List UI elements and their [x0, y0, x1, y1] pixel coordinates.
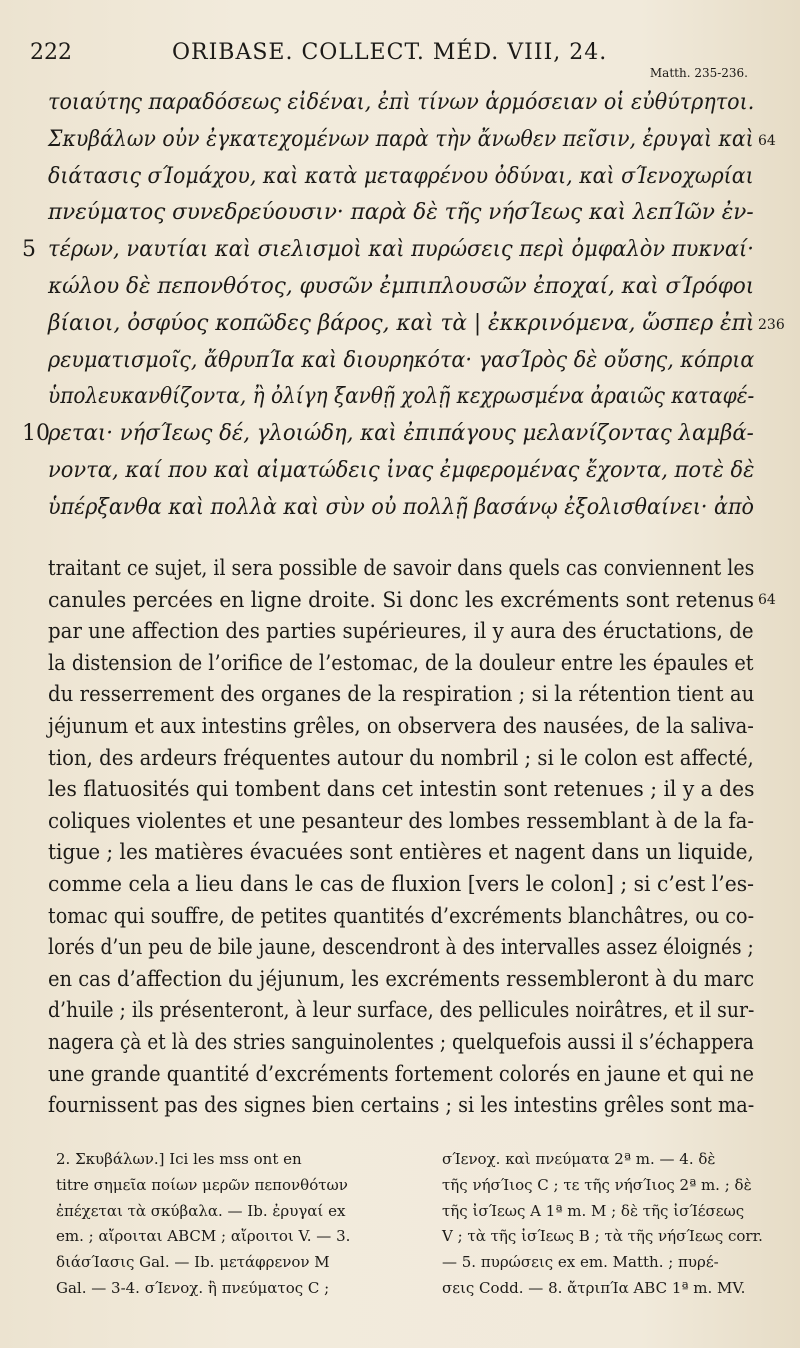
footnote-right-text: σΊενοχ. καὶ πνεύματα 2ª m. — 4. δὲ [442, 1150, 716, 1168]
french-line-text: tomac qui souffre, de petites quantités d’excréments blanchâtres, ou co- [48, 903, 755, 928]
margin-reference: 64 [758, 591, 776, 608]
french-line [0, 556, 800, 586]
footnote-line [0, 1176, 800, 1200]
greek-line-text: ρεται· νήσΊεως δέ, γλοιώδη, καὶ ἐπιπάγους μελανίζοντας λαμβά- [48, 421, 754, 447]
greek-line-text: ὑπολευκανθίζοντα, ἢ ὀλίγη ξανθῇ χολῇ κεχρωσμένα ἀραιῶς καταφέ- [48, 384, 755, 410]
french-line-text: traitant ce sujet, il sera possible de savoir dans quels cas conviennent les [48, 556, 755, 580]
footnote-line [0, 1253, 800, 1277]
greek-line-text: νοντα, καί που καὶ αἱματώδεις ἶνας ἐμφερομένας ἔχοντα, ποτὲ δὲ [48, 458, 755, 483]
greek-line-text: τοιαύτης παραδόσεως εἰδέναι, ἐπὶ τίνων ἁρμόσειαν οἱ εὐθύτρητοι. [48, 90, 755, 115]
footnote-line [0, 1150, 800, 1174]
footnote-left-text: 2. Σκυβάλων.] Ici les mss ont en [56, 1150, 302, 1168]
margin-reference: 236 [758, 316, 785, 333]
french-line-text: fournissent pas des signes bien certains ; si les intestins grêles sont ma- [48, 1093, 755, 1118]
footnote-right-text: V ; τὰ τῆς ἰσΊεως B ; τὰ τῆς νήσΊεως corr. [442, 1227, 763, 1246]
french-line-text: canules percées en ligne droite. Si donc les excréments sont retenus [48, 587, 755, 612]
footnote-line [0, 1279, 800, 1303]
matthaei-page-reference: Matth. 235-236. [649, 66, 748, 80]
margin-reference: 64 [758, 132, 776, 149]
french-line [0, 967, 800, 997]
greek-line-text: κώλου δὲ πεπονθότος, φυσῶν ἐμπιπλουσῶν ἐποχαί, καὶ σΊρόφοι [48, 274, 755, 299]
greek-line-text: ὑπέρξανθα καὶ πολλὰ καὶ σὺν οὐ πολλῇ βασάνῳ ἐξολισθαίνει· ἀπὸ [48, 494, 755, 520]
footnote-left-text: ἐπέχεται τὰ σκύβαλα. — Ib. ἐρυγαί ex [56, 1201, 346, 1220]
french-line-text: jéjunum et aux intestins grêles, on observera des nausées, de la saliva- [48, 714, 754, 738]
french-line-text: les flatuosités qui tombent dans cet intestin sont retenues ; il y a des [48, 777, 755, 802]
footnote-right-text: — 5. πυρώσεις ex em. Matth. ; πυρέ- [442, 1253, 719, 1272]
french-line-text: d’huile ; ils présenteront, à leur surface, des pellicules noirâtres, et il sur- [48, 998, 755, 1023]
french-line-text: la distension de l’orifice de l’estomac, de la douleur entre les épaules et [48, 650, 754, 675]
french-line [0, 809, 800, 839]
french-line [0, 682, 800, 712]
french-line-text: du resserrement des organes de la respiration ; si la rétention tient au [48, 682, 755, 707]
french-line-text: comme cela a lieu dans le cas de fluxion [vers le colon] ; si c’est l’es- [48, 872, 754, 896]
footnote-right-text: τῆς ἰσΊεως A 1ª m. M ; δὲ τῆς ἰσΊέσεως [442, 1201, 745, 1220]
greek-line [0, 458, 800, 490]
greek-line-text: Σκυβάλων οὖν ἐγκατεχομένων παρὰ τὴν ἄνωθεν πεῖσιν, ἐρυγαὶ καὶ [48, 126, 754, 152]
french-line [0, 714, 800, 744]
french-line [0, 998, 800, 1028]
french-line [0, 777, 800, 807]
french-line [0, 935, 800, 965]
french-line [0, 651, 800, 681]
greek-line [0, 495, 800, 527]
line-number: 5 [22, 237, 36, 263]
french-line [0, 872, 800, 902]
greek-line [0, 348, 800, 380]
running-title: ORIBASE. COLLECT. MÉD. VIII, 24. [172, 40, 608, 65]
footnote-left-text: em. ; αἴροιται ABCM ; αἴροιτοι V. — 3. [56, 1227, 351, 1246]
french-line-text: une grande quantité d’excréments fortement colorés en jaune et qui ne [48, 1061, 754, 1086]
footnote-left-text: titre σημεῖα ποίων μερῶν πεπονθότων [56, 1175, 348, 1194]
french-line [0, 588, 800, 618]
greek-line [0, 90, 800, 122]
greek-line-text: ρευματισμοῖς, ἄθρυπΊα καὶ διουρηκότα· γασΊρὸς δὲ οὔσης, κόπρια [48, 347, 755, 373]
greek-line-text: βίαιοι, ὀσφύος κοπῶδες βάρος, καὶ τὰ | ἐκκρινόμενα, ὥσπερ ἐπὶ [48, 310, 755, 336]
french-line-text: tigue ; les matières évacuées sont entières et nagent dans un liquide, [48, 840, 754, 865]
french-line-text: par une affection des parties supérieures, il y aura des éructations, de [48, 619, 754, 644]
footnote-right-text: σεις Codd. — 8. ἄτριπΊα ABC 1ª m. MV. [442, 1279, 746, 1297]
french-line [0, 1062, 800, 1092]
page-number: 222 [30, 40, 72, 65]
french-line [0, 1093, 800, 1123]
french-line [0, 746, 800, 776]
french-line-text: en cas d’affection du jéjunum, les excréments ressembleront à du marc [48, 966, 755, 991]
greek-line [0, 237, 800, 269]
greek-line [0, 421, 800, 453]
greek-line [0, 200, 800, 232]
french-line-text: tion, des ardeurs fréquentes autour du nombril ; si le colon est affecté, [48, 745, 754, 770]
footnote-right-text: τῆς νήσΊιος C ; τε τῆς νήσΊιος 2ª m. ; δὲ [442, 1175, 752, 1194]
greek-line [0, 164, 800, 196]
footnote-left-text: Gal. — 3-4. σΊενοχ. ἢ πνεύματος C ; [56, 1279, 330, 1297]
french-line-text: coliques violentes et une pesanteur des lombes ressemblant à de la fa- [48, 808, 755, 833]
french-line [0, 840, 800, 870]
french-line [0, 1030, 800, 1060]
line-number: 10 [22, 421, 50, 447]
greek-line [0, 311, 800, 343]
page-header [30, 40, 770, 80]
greek-line-text: πνεύματος συνεδρεύουσιν· παρὰ δὲ τῆς νήσΊεως καὶ λεπΊῶν ἐν- [48, 200, 754, 226]
footnote-line [0, 1227, 800, 1251]
footnote-left-text: διάσΊασις Gal. — Ib. μετάφρενον M [56, 1253, 330, 1272]
greek-line [0, 127, 800, 159]
footnote-line [0, 1202, 800, 1226]
french-line [0, 619, 800, 649]
french-line [0, 904, 800, 934]
greek-line-text: τέρων, ναυτίαι καὶ σιελισμοὶ καὶ πυρώσεις περὶ ὀμφαλὸν πυκναί· [48, 237, 754, 263]
greek-line [0, 384, 800, 416]
french-line-text: nagera çà et là des stries sanguinolentes ; quelquefois aussi il s’échappera [48, 1030, 754, 1054]
french-line-text: lorés d’un peu de bile jaune, descendront à des intervalles assez éloignés ; [48, 935, 754, 960]
greek-line-text: διάτασις σΊομάχου, καὶ κατὰ μεταφρένου ὀδύναι, καὶ σΊενοχωρίαι [48, 163, 754, 189]
greek-line [0, 274, 800, 306]
